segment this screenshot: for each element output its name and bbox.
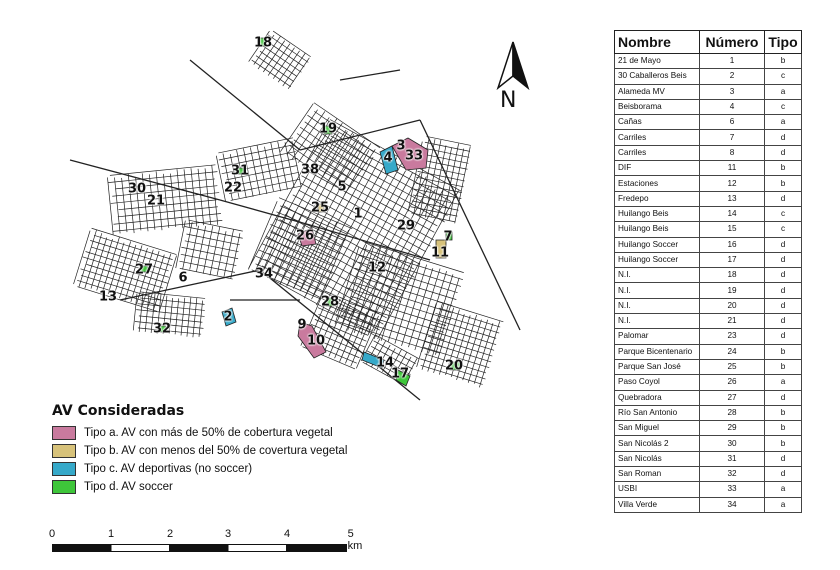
cell-tipo: b <box>765 161 802 176</box>
cell-numero: 12 <box>700 176 765 191</box>
table-row <box>615 99 802 114</box>
cell-nombre: Carriles <box>615 130 700 145</box>
cell-numero: 30 <box>700 436 765 451</box>
map-label-12: 12 <box>367 260 387 276</box>
map-label-6: 6 <box>178 270 188 286</box>
swatch-tipo-c <box>52 462 76 476</box>
cell-nombre: San Roman <box>615 467 700 482</box>
map-label-34: 34 <box>254 266 274 282</box>
cell-numero: 20 <box>700 298 765 313</box>
cell-nombre: N.I. <box>615 268 700 283</box>
cell-numero: 18 <box>700 268 765 283</box>
cell-tipo: d <box>765 329 802 344</box>
table-row <box>615 405 802 420</box>
map-label-29: 29 <box>396 218 416 234</box>
map-label-17: 17 <box>390 366 410 382</box>
map-label-32: 32 <box>152 321 172 337</box>
cell-tipo: c <box>765 222 802 237</box>
map-label-25: 25 <box>310 200 330 216</box>
cell-tipo: d <box>765 390 802 405</box>
cell-tipo: d <box>765 145 802 160</box>
cell-tipo: b <box>765 405 802 420</box>
map-label-7: 7 <box>443 229 453 245</box>
cell-nombre: Villa Verde <box>615 497 700 512</box>
table-row <box>615 344 802 359</box>
scale-tick: 5 km <box>347 528 363 552</box>
table-row <box>615 206 802 221</box>
cell-tipo: d <box>765 283 802 298</box>
cell-tipo: a <box>765 84 802 99</box>
cell-tipo: b <box>765 344 802 359</box>
table-row <box>615 390 802 405</box>
map-label-31: 31 <box>230 163 250 179</box>
cell-nombre: San Miguel <box>615 421 700 436</box>
table-row <box>615 145 802 160</box>
table-row <box>615 54 802 69</box>
cell-nombre: Río San Antonio <box>615 405 700 420</box>
cell-tipo: b <box>765 421 802 436</box>
map-label-13: 13 <box>98 289 118 305</box>
legend-title: AV Consideradas <box>52 403 185 419</box>
table-row <box>615 268 802 283</box>
map-label-20: 20 <box>444 358 464 374</box>
map-label-3: 3 <box>396 138 406 154</box>
cell-numero: 6 <box>700 115 765 130</box>
map-label-26: 26 <box>295 228 315 244</box>
cell-numero: 33 <box>700 482 765 497</box>
table-row <box>615 237 802 252</box>
cell-numero: 29 <box>700 421 765 436</box>
cell-tipo: c <box>765 69 802 84</box>
swatch-tipo-b <box>52 444 76 458</box>
cell-nombre: San Nicolás 2 <box>615 436 700 451</box>
swatch-tipo-d <box>52 480 76 494</box>
table-row <box>615 467 802 482</box>
cell-nombre: Alameda MV <box>615 84 700 99</box>
cell-tipo: d <box>765 237 802 252</box>
table-row <box>615 451 802 466</box>
table-row <box>615 191 802 206</box>
swatch-tipo-a <box>52 426 76 440</box>
map-label-14: 14 <box>375 355 395 371</box>
table-row <box>615 359 802 374</box>
legend <box>52 403 382 497</box>
table-row <box>615 329 802 344</box>
table-row <box>615 436 802 451</box>
cell-nombre: Huilango Beis <box>615 206 700 221</box>
cell-nombre: Huilango Soccer <box>615 252 700 267</box>
cell-numero: 26 <box>700 375 765 390</box>
header-nombre: Nombre <box>615 31 700 54</box>
map-label-5: 5 <box>337 179 347 195</box>
map-label-19: 19 <box>318 121 338 137</box>
cell-tipo: b <box>765 436 802 451</box>
cell-nombre: Cañas <box>615 115 700 130</box>
cell-tipo: c <box>765 99 802 114</box>
cell-numero: 34 <box>700 497 765 512</box>
table-row <box>615 375 802 390</box>
cell-tipo: d <box>765 191 802 206</box>
cell-numero: 21 <box>700 314 765 329</box>
legend-label: Tipo a. AV con más de 50% de cobertura vegetal <box>84 427 333 439</box>
cell-numero: 2 <box>700 69 765 84</box>
cell-tipo: b <box>765 359 802 374</box>
scale-tick: 4 <box>283 528 291 540</box>
scale-tick: 0 <box>48 528 56 540</box>
cell-numero: 27 <box>700 390 765 405</box>
cell-numero: 1 <box>700 54 765 69</box>
table-row <box>615 482 802 497</box>
cell-numero: 16 <box>700 237 765 252</box>
map-label-4: 4 <box>383 150 393 166</box>
map-label-22: 22 <box>223 180 243 196</box>
map-label-38: 38 <box>300 162 320 178</box>
map-label-2: 2 <box>223 309 233 325</box>
cell-tipo: b <box>765 54 802 69</box>
legend-label: Tipo b. AV con menos del 50% de covertura vegetal <box>84 445 348 457</box>
cell-tipo: d <box>765 268 802 283</box>
north-label: N <box>500 88 517 113</box>
scale-tick: 2 <box>166 528 174 540</box>
table-row <box>615 283 802 298</box>
table-row <box>615 84 802 99</box>
legend-item-a <box>52 425 382 441</box>
legend-item-c <box>52 461 382 477</box>
cell-nombre: Huilango Soccer <box>615 237 700 252</box>
legend-item-d <box>52 479 382 495</box>
map-label-18: 18 <box>253 35 273 51</box>
legend-label: Tipo d. AV soccer <box>84 481 173 493</box>
cell-nombre: San Nicolás <box>615 451 700 466</box>
cell-nombre: 30 Caballeros Beis <box>615 69 700 84</box>
cell-nombre: 21 de Mayo <box>615 54 700 69</box>
scale-tick: 1 <box>107 528 115 540</box>
cell-tipo: a <box>765 375 802 390</box>
cell-tipo: d <box>765 252 802 267</box>
legend-label: Tipo c. AV deportivas (no soccer) <box>84 463 253 475</box>
cell-nombre: Estaciones <box>615 176 700 191</box>
cell-nombre: Beisborama <box>615 99 700 114</box>
table-row <box>615 222 802 237</box>
map-label-10: 10 <box>306 333 326 349</box>
table-row <box>615 497 802 512</box>
cell-numero: 8 <box>700 145 765 160</box>
map-label-1: 1 <box>353 206 363 222</box>
table-row <box>615 161 802 176</box>
cell-tipo: a <box>765 482 802 497</box>
cell-tipo: b <box>765 176 802 191</box>
cell-nombre: N.I. <box>615 283 700 298</box>
cell-numero: 31 <box>700 451 765 466</box>
map-label-9: 9 <box>297 317 307 333</box>
table-row <box>615 176 802 191</box>
cell-nombre: Fredepo <box>615 191 700 206</box>
cell-numero: 14 <box>700 206 765 221</box>
cell-nombre: Quebradora <box>615 390 700 405</box>
map-label-30: 30 <box>127 181 147 197</box>
cell-nombre: Carriles <box>615 145 700 160</box>
cell-nombre: N.I. <box>615 314 700 329</box>
cell-numero: 17 <box>700 252 765 267</box>
cell-nombre: Huilango Beis <box>615 222 700 237</box>
scale-tick: 3 <box>224 528 232 540</box>
scale-bar-graphic <box>52 544 348 553</box>
cell-numero: 15 <box>700 222 765 237</box>
cell-tipo: c <box>765 206 802 221</box>
cell-nombre: Palomar <box>615 329 700 344</box>
table-row <box>615 421 802 436</box>
cell-tipo: d <box>765 451 802 466</box>
cell-numero: 25 <box>700 359 765 374</box>
cell-tipo: d <box>765 314 802 329</box>
table-row <box>615 314 802 329</box>
cell-numero: 3 <box>700 84 765 99</box>
cell-tipo: d <box>765 467 802 482</box>
scale-bar <box>48 528 363 558</box>
map-label-33: 33 <box>404 148 424 164</box>
cell-numero: 11 <box>700 161 765 176</box>
cell-nombre: Paso Coyol <box>615 375 700 390</box>
table-row <box>615 252 802 267</box>
cell-numero: 32 <box>700 467 765 482</box>
map-label-11: 11 <box>430 245 450 261</box>
map-label-21: 21 <box>146 193 166 209</box>
cell-numero: 4 <box>700 99 765 114</box>
map-label-27: 27 <box>134 262 154 278</box>
street-network <box>70 31 520 400</box>
table-header-row <box>615 31 802 54</box>
table-row <box>615 130 802 145</box>
header-numero: Número <box>700 31 765 54</box>
areas-table-grid <box>614 30 802 513</box>
cell-numero: 19 <box>700 283 765 298</box>
table-row <box>615 69 802 84</box>
cell-numero: 23 <box>700 329 765 344</box>
cell-numero: 13 <box>700 191 765 206</box>
cell-tipo: d <box>765 298 802 313</box>
cell-tipo: a <box>765 115 802 130</box>
cell-numero: 24 <box>700 344 765 359</box>
cell-tipo: d <box>765 130 802 145</box>
cell-nombre: USBI <box>615 482 700 497</box>
cell-nombre: Parque San José <box>615 359 700 374</box>
areas-table <box>614 30 802 513</box>
cell-numero: 28 <box>700 405 765 420</box>
cell-tipo: a <box>765 497 802 512</box>
header-tipo: Tipo <box>765 31 802 54</box>
cell-numero: 7 <box>700 130 765 145</box>
cell-nombre: DIF <box>615 161 700 176</box>
table-row <box>615 298 802 313</box>
cell-nombre: N.I. <box>615 298 700 313</box>
legend-item-b <box>52 443 382 459</box>
map-label-28: 28 <box>320 294 340 310</box>
cell-nombre: Parque Bicentenario <box>615 344 700 359</box>
table-row <box>615 115 802 130</box>
